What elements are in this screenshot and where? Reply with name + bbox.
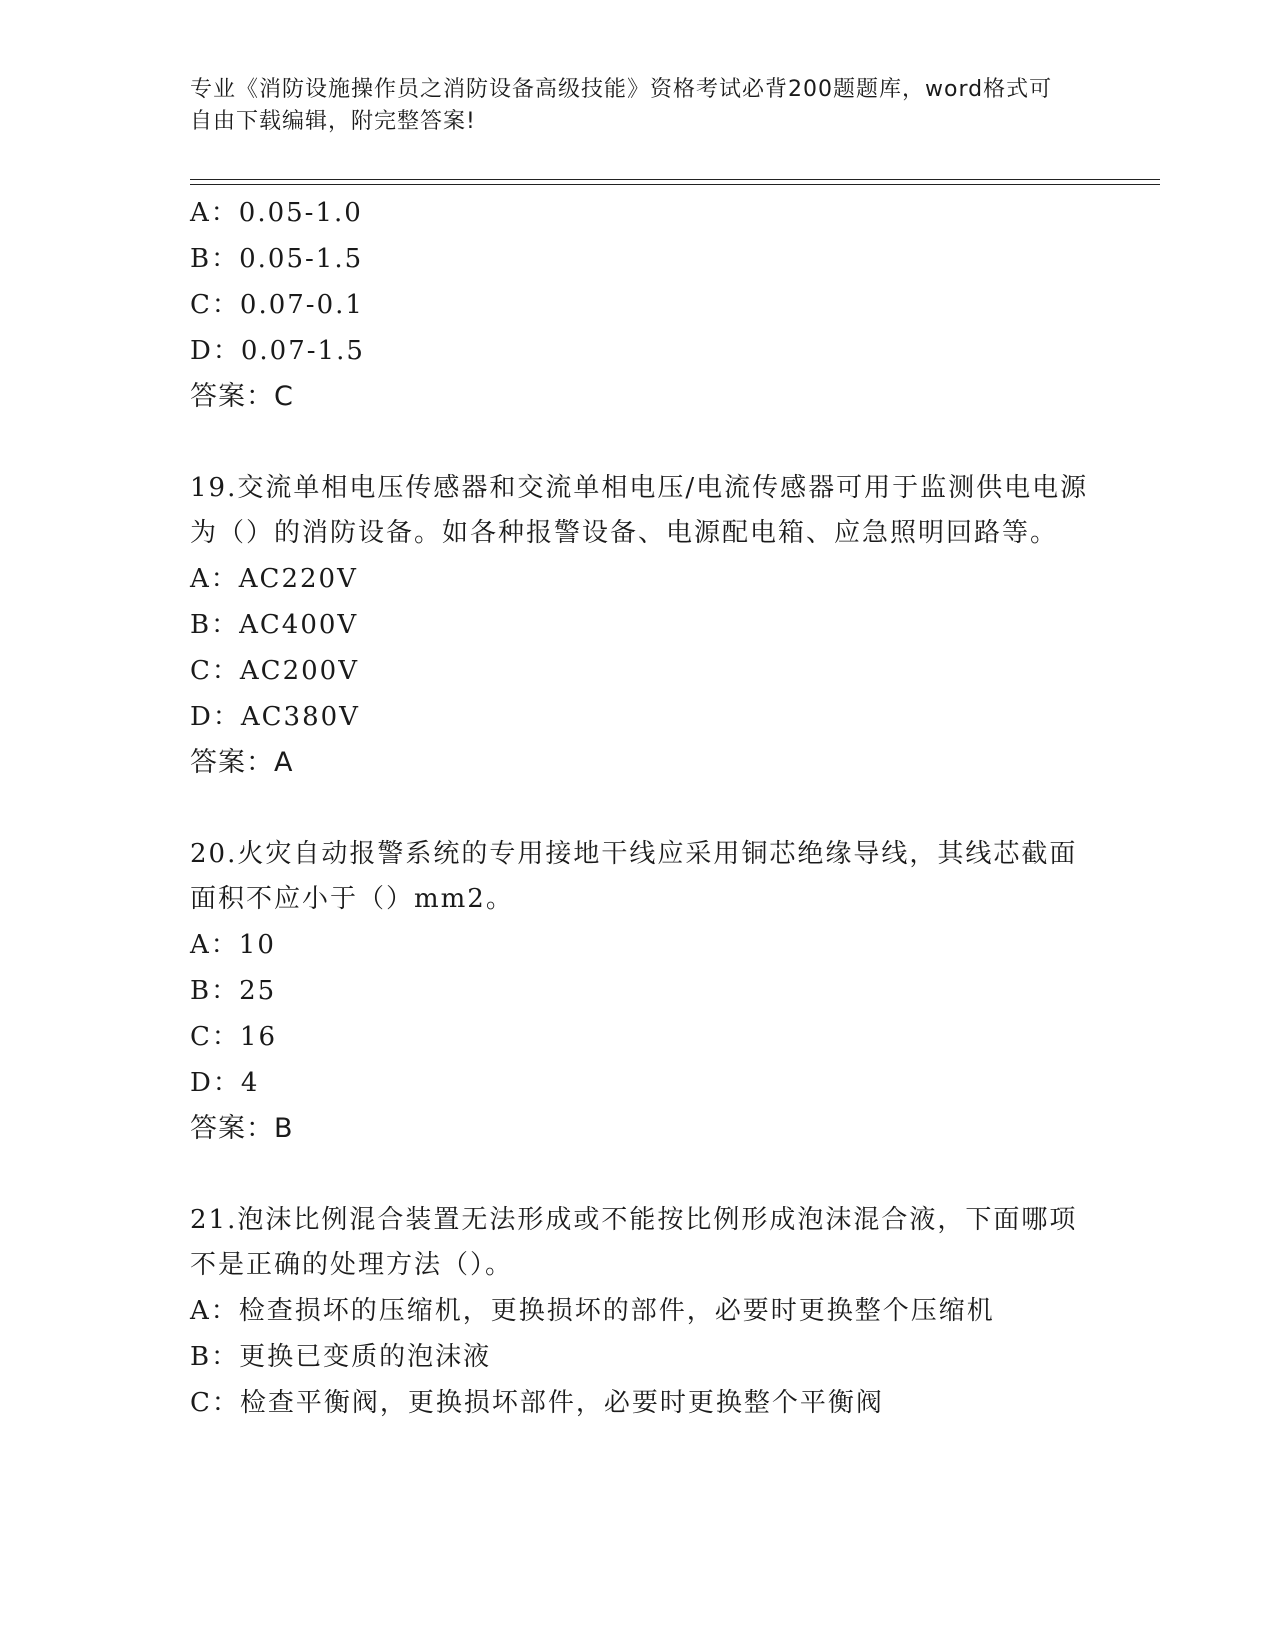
option-text: 更换已变质的泡沫液 [239,1342,492,1372]
question-number: 19. [190,473,238,503]
option-text: 10 [238,930,276,960]
option-text: 16 [239,1022,277,1052]
option-text: AC200V [239,656,359,686]
question-18-continued [190,190,1090,420]
question-text: 火灾自动报警系统的专用接地干线应采用铜芯绝缘导线，其线芯截面面积不应小于（）mm2。 [190,839,1078,914]
option-a [190,556,1090,602]
option-text: AC400V [239,610,359,640]
header-rule-double [190,184,1160,185]
option-d [190,328,1090,374]
option-label: C： [190,1388,240,1418]
question-text: 泡沫比例混合装置无法形成或不能按比例形成泡沫混合液，下面哪项不是正确的处理方法（）。 [190,1205,1078,1280]
option-label: B： [190,1342,240,1372]
question-stem [190,1198,1090,1288]
option-label: C： [190,1022,240,1052]
option-label: B： [190,244,240,274]
option-label: C： [190,290,240,320]
option-text: 检查损坏的压缩机，更换损坏的部件，必要时更换整个压缩机 [238,1296,995,1326]
option-d [190,694,1090,740]
option-text: 0.07-1.5 [240,336,365,366]
option-text: AC220V [238,564,358,594]
option-c [190,282,1090,328]
option-d [190,1060,1090,1106]
question-stem [190,832,1090,922]
option-c [190,1014,1090,1060]
option-label: C： [190,656,240,686]
option-b [190,236,1090,282]
question-stem [190,466,1090,556]
option-text: 25 [239,976,277,1006]
option-label: D： [190,702,241,732]
option-c [190,648,1090,694]
option-a [190,922,1090,968]
option-label: D： [190,336,241,366]
option-b [190,602,1090,648]
option-b [190,1334,1090,1380]
option-label: A： [190,564,239,594]
option-label: A： [190,198,239,228]
option-label: A： [190,930,239,960]
header-rule [190,179,1160,180]
question-number: 21. [190,1205,238,1235]
question-number: 20. [190,839,238,869]
option-label: B： [190,610,240,640]
question-21 [190,1198,1090,1426]
document-header: 专业《消防设施操作员之消防设备高级技能》资格考试必背200题题库，word格式可自由下载编辑，附完整答案! [190,77,1053,134]
answer: 答案：B [190,1113,294,1144]
option-a [190,1288,1090,1334]
answer: 答案：C [190,381,294,412]
option-c [190,1380,1090,1426]
option-b [190,968,1090,1014]
option-text: 0.07-0.1 [239,290,364,320]
option-a [190,190,1090,236]
option-text: 0.05-1.5 [239,244,364,274]
option-text: 4 [240,1068,260,1098]
option-text: 检查平衡阀，更换损坏部件，必要时更换整个平衡阀 [239,1388,884,1418]
option-text: AC380V [240,702,360,732]
option-text: 0.05-1.0 [238,198,363,228]
question-20 [190,832,1090,1152]
answer: 答案：A [190,747,294,778]
option-label: D： [190,1068,241,1098]
question-19 [190,466,1090,786]
question-text: 交流单相电压传感器和交流单相电压/电流传感器可用于监测供电电源为（）的消防设备。如各种报警设备、电源配电箱、应急照明回路等。 [190,473,1089,548]
option-label: A： [190,1296,239,1326]
option-label: B： [190,976,240,1006]
document-body [190,190,1090,1426]
